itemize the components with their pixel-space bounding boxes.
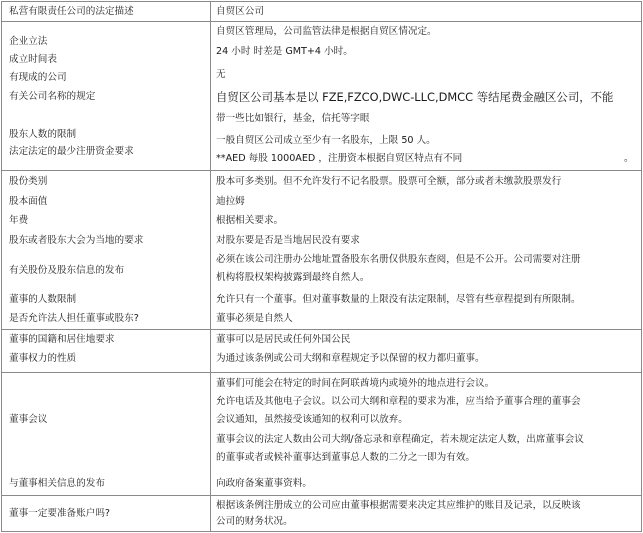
- label-director-nationality: 董事的国籍和居住地要求: [9, 334, 115, 345]
- value-min-capital: **AED 每股 1000AED ，注册资本根据自贸区特点有不同: [216, 153, 463, 164]
- label-setup-time: 成立时间表: [9, 54, 57, 65]
- value-shelf-company: 无: [216, 69, 226, 80]
- table-border-top: [1, 1, 642, 2]
- label-director-powers: 董事权力的性质: [9, 353, 77, 364]
- value-corporate-director: 董事必须是自然人: [216, 313, 293, 324]
- label-name-rules: 有关公司名称的规定: [9, 91, 96, 102]
- label-board-meeting: 董事会议: [9, 414, 48, 425]
- value-name-rules-line2: 带一些比如银行，基金，信托等字眼: [216, 113, 370, 124]
- label-shareholder-limit: 股东人数的限制: [9, 129, 77, 140]
- value-par-value: 迪拉姆: [216, 196, 245, 207]
- value-board-meeting-line5: 的董事或者或候补董事达到董事总人数的二分之一即为有效。: [216, 452, 476, 463]
- table-border-left: [1, 1, 2, 532]
- label-min-capital: 法定法定的最少注册资金要求: [9, 146, 134, 157]
- label-annual-fee: 年费: [9, 215, 29, 226]
- value-director-nationality: 董事可以是居民或任何外国公民: [216, 334, 351, 345]
- value-local-requirement: 对股东要是否是当地居民没有要求: [216, 235, 360, 246]
- label-share-disclosure: 有关股份及股东信息的发布: [9, 265, 125, 276]
- header-left: 私营有限责任公司的法定描述: [9, 6, 134, 17]
- label-par-value: 股本面值: [9, 196, 48, 207]
- row-divider: [1, 329, 642, 330]
- table-border-bottom: [1, 531, 642, 532]
- value-share-classes: 股本可多类别。但不允许发行不记名股票。股票可全额，部分或者未缴款股票发行: [216, 176, 562, 187]
- value-director-powers: 为通过该条例或公司大纲和章程规定予以保留的权力都归董事。: [216, 353, 485, 364]
- column-divider: [210, 1, 211, 532]
- value-board-meeting-line4: 董事会议的法定人数由公司大纲/备忘录和章程确定，若未规定法定人数，出席董事会议: [216, 434, 584, 445]
- row-divider: [1, 170, 642, 171]
- label-director-count: 董事的人数限制: [9, 294, 77, 305]
- value-share-disclosure-line1: 必须在该公司注册办公地址置备股东名册仅供股东查阅，但是不公开。公司需要对注册: [216, 254, 581, 265]
- label-shelf-company: 有现成的公司: [9, 72, 67, 83]
- value-board-meeting-line2: 允许电话及其他电子会议。以公司大纲和章程的要求为准，应当给予董事合理的董事会: [216, 396, 581, 407]
- label-share-classes: 股份类别: [9, 176, 48, 187]
- value-name-rules-line1: 自贸区公司基本是以 FZE,FZCO,DWC-LLC,DMCC 等结尾费金融区公司，不能: [216, 90, 614, 104]
- value-accounts-line2: 公司的财务状况。: [216, 516, 293, 527]
- label-corporate-director: 是否允许法人担任董事或股东?: [9, 313, 139, 324]
- value-share-disclosure-line2: 机构将股权架构披露到最终自然人。: [216, 272, 370, 283]
- row-divider: [1, 21, 642, 22]
- label-accounts: 董事一定要准备账户吗?: [9, 508, 111, 519]
- value-company-law: 自贸区管理局，公司监管法律是根据自贸区情况定。: [216, 26, 437, 37]
- value-director-info: 向政府备案董事资料。: [216, 478, 312, 489]
- value-accounts-line1: 根据该条例注册成立的公司应由董事根据需要来决定其应维护的账目及记录，以反映该: [216, 500, 581, 511]
- label-company-law: 企业立法: [9, 36, 48, 47]
- value-director-count: 允许只有一个董事。但对董事数量的上限没有法定限制，尽管有些章程提到有所限制。: [216, 294, 581, 305]
- value-board-meeting-line3: 会议通知，虽然接受该通知的权利可以放弃。: [216, 414, 408, 425]
- label-local-requirement: 股东或者股东大会为当地的要求: [9, 235, 144, 246]
- row-divider: [1, 495, 642, 496]
- value-setup-time: 24 小时 时差是 GMT+4 小时。: [216, 46, 353, 57]
- header-right: 自贸区公司: [216, 6, 264, 17]
- value-min-capital-period: 。: [624, 153, 634, 164]
- row-divider: [1, 372, 642, 373]
- value-board-meeting-line1: 董事们可能会在特定的时间在阿联酋境内或境外的地点进行会议。: [216, 378, 495, 389]
- table-border-right: [641, 1, 642, 532]
- value-shareholder-limit: 一般自贸区公司成立至少有一名股东，上限 50 人。: [216, 135, 436, 146]
- label-director-info: 与董事相关信息的发布: [9, 478, 105, 489]
- value-annual-fee: 根据相关要求。: [216, 215, 284, 226]
